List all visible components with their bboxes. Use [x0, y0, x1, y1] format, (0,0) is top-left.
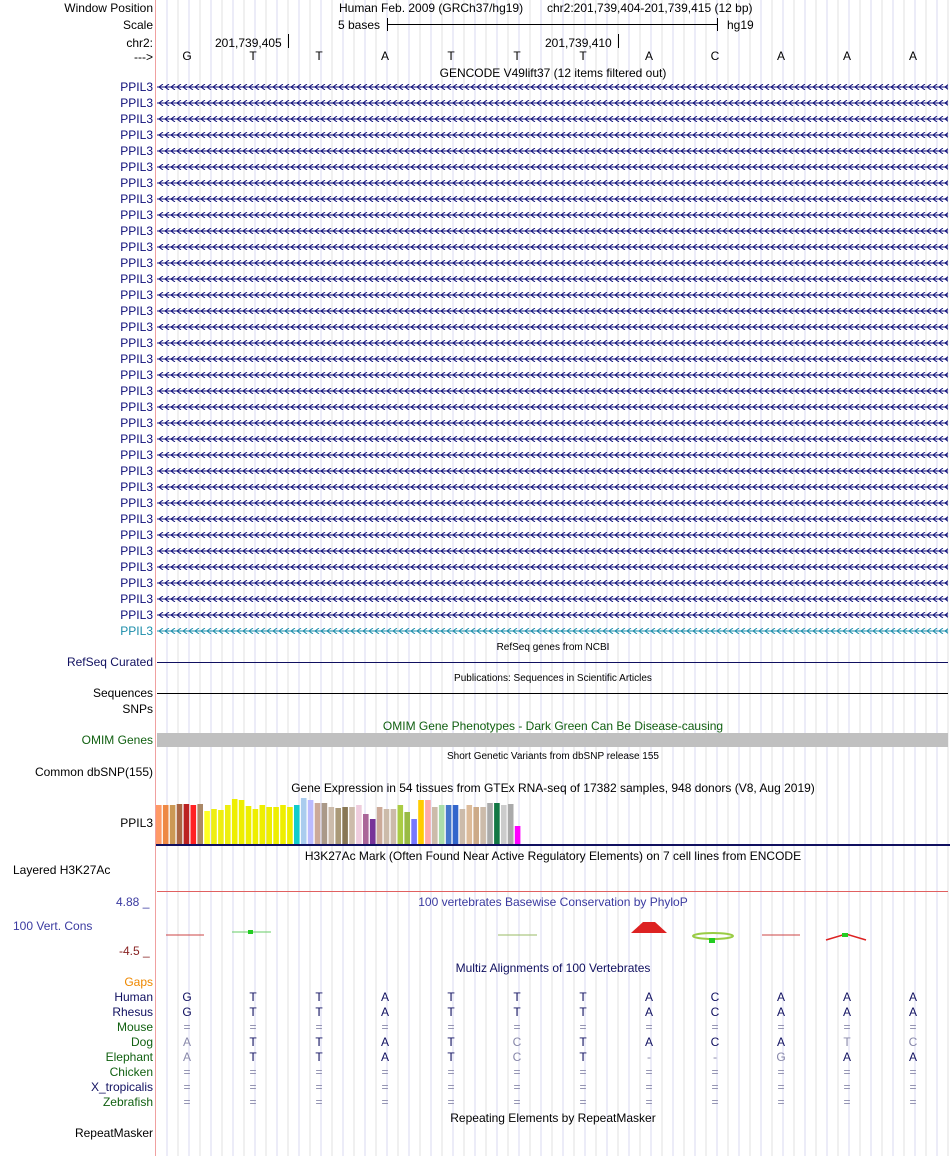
alignment-base: =	[843, 1065, 851, 1079]
alignment-base: A	[380, 990, 389, 1004]
gtex-tissue-bar	[356, 805, 362, 844]
gtex-tissue-bar	[287, 807, 293, 844]
omim-label[interactable]: OMIM Genes	[81, 733, 153, 747]
phylop-mark	[248, 930, 253, 934]
gencode-transcript-line[interactable]	[157, 628, 948, 634]
alignment-base: T	[315, 990, 323, 1004]
coord-tick-2	[618, 34, 619, 48]
dbsnp-label[interactable]: Common dbSNP(155)	[34, 765, 153, 779]
gtex-tissue-bar	[398, 805, 404, 844]
gencode-row-label[interactable]: PPIL3	[120, 608, 153, 622]
alignment-base: T	[249, 1035, 257, 1049]
alignment-base: G	[182, 1005, 192, 1019]
alignment-base: =	[315, 1020, 323, 1034]
gencode-transcript-line[interactable]	[157, 276, 948, 282]
gtex-tissue-bar	[467, 805, 473, 844]
alignment-base: =	[447, 1095, 455, 1109]
alignment-base: =	[909, 1080, 917, 1094]
gtex-tissue-bar	[501, 805, 507, 844]
species-label[interactable]: Human	[114, 990, 153, 1004]
alignment-base: T	[249, 990, 257, 1004]
gencode-row-label[interactable]: PPIL3	[120, 576, 153, 590]
gencode-row-label[interactable]: PPIL3	[120, 272, 153, 286]
gencode-row-label[interactable]: PPIL3	[120, 512, 153, 526]
gtex-tissue-bar	[342, 807, 348, 844]
scale-bar-right-tick	[717, 18, 718, 31]
alignment-base: C	[512, 1035, 522, 1049]
label-separator	[155, 0, 156, 1156]
gencode-transcript-line[interactable]	[157, 196, 948, 202]
gtex-title[interactable]: Gene Expression in 54 tissues from GTEx RNA-seq of 17382 samples, 948 donors (V8, Aug 2019)	[291, 781, 815, 795]
gtex-tissue-bar	[391, 809, 397, 844]
snps-label[interactable]: SNPs	[122, 702, 153, 716]
gtex-tissue-bar	[294, 805, 300, 844]
alignment-base: A	[908, 1005, 917, 1019]
base-letter: G	[182, 49, 192, 63]
gtex-tissue-bar	[191, 805, 197, 844]
alignment-base: A	[182, 1035, 191, 1049]
phylop-title[interactable]: 100 vertebrates Basewise Conservation by PhyloP	[418, 895, 688, 909]
gencode-transcript-line[interactable]	[157, 324, 948, 330]
gencode-row-label[interactable]: PPIL3	[120, 336, 153, 350]
alignment-base: =	[315, 1080, 323, 1094]
gencode-transcript-line[interactable]	[157, 436, 948, 442]
gtex-tissue-bar	[335, 808, 341, 844]
alignment-base: =	[513, 1065, 521, 1079]
gtex-tissue-bar	[411, 819, 417, 844]
gaps-label[interactable]: Gaps	[124, 975, 153, 989]
phylop-graph[interactable]	[156, 918, 950, 948]
alignment-base: =	[513, 1095, 521, 1109]
gencode-row-label[interactable]: PPIL3	[120, 544, 153, 558]
alignment-base: =	[315, 1065, 323, 1079]
gtex-tissue-bar	[184, 804, 190, 844]
chrom-label: chr2:	[126, 36, 153, 50]
base-letter: A	[776, 49, 785, 63]
alignment-base: =	[183, 1020, 191, 1034]
gencode-row-label[interactable]: PPIL3	[120, 448, 153, 462]
refseq-label[interactable]: RefSeq Curated	[66, 655, 153, 669]
gtex-tissue-bar	[329, 807, 335, 844]
gencode-transcript-line[interactable]	[157, 308, 948, 314]
gencode-transcript-line[interactable]	[157, 548, 948, 554]
gtex-tissue-bar	[322, 803, 328, 844]
alignment-base: =	[909, 1095, 917, 1109]
alignment-base: C	[908, 1035, 918, 1049]
alignment-base: A	[908, 990, 917, 1004]
gtex-tissue-bar	[204, 811, 210, 844]
alignment-base: A	[776, 1005, 785, 1019]
gtex-tissue-bar	[308, 800, 314, 844]
gencode-row-label[interactable]: PPIL3	[120, 288, 153, 302]
alignment-base: =	[843, 1095, 851, 1109]
alignment-base: =	[579, 1065, 587, 1079]
gtex-tissue-bar	[211, 809, 217, 844]
alignment-base: =	[777, 1065, 785, 1079]
alignment-base: =	[843, 1020, 851, 1034]
gencode-row-label[interactable]: PPIL3	[120, 96, 153, 110]
base-letter: A	[380, 49, 389, 63]
gencode-transcript-line[interactable]	[157, 372, 948, 378]
gencode-row-label[interactable]: PPIL3	[120, 80, 153, 94]
gtex-tissue-bar	[453, 805, 459, 844]
refseq-title[interactable]: RefSeq genes from NCBI	[496, 642, 610, 653]
gtex-tissue-bar	[260, 805, 266, 844]
gencode-row-label[interactable]: PPIL3	[120, 176, 153, 190]
base-letter: A	[908, 49, 917, 63]
base-letter: A	[842, 49, 851, 63]
species-label[interactable]: Zebrafish	[102, 1095, 153, 1109]
coord-label-2: 201,739,410	[545, 36, 612, 50]
gencode-row-label[interactable]: PPIL3	[120, 560, 153, 574]
alignment-base: A	[380, 1005, 389, 1019]
alignment-base: =	[183, 1080, 191, 1094]
gencode-row-label[interactable]: PPIL3	[120, 240, 153, 254]
multiz-title[interactable]: Multiz Alignments of 100 Vertebrates	[455, 961, 651, 975]
gencode-transcript-line[interactable]	[157, 212, 948, 218]
alignment-base: =	[381, 1065, 389, 1079]
phylop-min-label: -4.5 _	[119, 944, 150, 958]
gencode-transcript-line[interactable]	[157, 404, 948, 410]
alignment-base: A	[182, 1050, 191, 1064]
gtex-tissue-bar	[301, 798, 307, 844]
h3k27ac-baseline	[157, 891, 948, 892]
scale-db: hg19	[727, 18, 754, 32]
alignment-base: A	[644, 1005, 653, 1019]
position-text: chr2:201,739,404-201,739,415 (12 bp)	[547, 1, 753, 15]
gtex-tissue-bar	[480, 807, 486, 844]
alignment-base: =	[381, 1095, 389, 1109]
gtex-tissue-bar	[246, 806, 252, 844]
dbsnp-title[interactable]: Short Genetic Variants from dbSNP release 155	[447, 751, 659, 762]
coord-label-1: 201,739,405	[215, 36, 282, 50]
gencode-row-label[interactable]: PPIL3	[120, 592, 153, 606]
alignment-base: A	[380, 1035, 389, 1049]
alignment-base: T	[249, 1005, 257, 1019]
gencode-row-label[interactable]: PPIL3	[120, 432, 153, 446]
phylop-max-label: 4.88 _	[116, 895, 150, 909]
gtex-tissue-bar	[460, 809, 466, 844]
alignment-base: =	[711, 1095, 719, 1109]
alignment-base: A	[908, 1050, 917, 1064]
alignment-base: =	[777, 1020, 785, 1034]
alignment-base: =	[513, 1020, 521, 1034]
species-label[interactable]: X_tropicalis	[90, 1080, 153, 1094]
alignment-base: =	[777, 1095, 785, 1109]
gtex-tissue-bar	[239, 800, 245, 844]
gencode-row-label[interactable]: PPIL3	[120, 128, 153, 142]
gtex-tissue-bar	[177, 804, 183, 844]
repeatmasker-title[interactable]: Repeating Elements by RepeatMasker	[450, 1111, 656, 1125]
gtex-tissue-bar	[280, 805, 286, 844]
alignment-base: =	[249, 1065, 257, 1079]
base-letter: T	[513, 49, 521, 63]
gencode-transcript-line[interactable]	[157, 468, 948, 474]
alignment-base: A	[776, 990, 785, 1004]
alignment-base: =	[183, 1065, 191, 1079]
gtex-tissue-bar	[370, 819, 376, 844]
alignment-base: T	[843, 1035, 851, 1049]
alignment-base: T	[315, 1035, 323, 1049]
alignment-base: =	[645, 1020, 653, 1034]
gtex-tissue-bar	[232, 799, 238, 844]
gencode-row-label[interactable]: PPIL3	[120, 368, 153, 382]
alignment-base: T	[579, 1035, 587, 1049]
gencode-row-label[interactable]: PPIL3	[120, 416, 153, 430]
alignment-base: =	[645, 1080, 653, 1094]
alignment-base: A	[644, 1035, 653, 1049]
gtex-tissue-bar	[425, 800, 431, 844]
gencode-transcript-line[interactable]	[157, 452, 948, 458]
gtex-tissue-bar	[253, 809, 259, 844]
gtex-tissue-bar	[170, 805, 176, 844]
alignment-base: =	[711, 1065, 719, 1079]
gencode-row-label[interactable]: PPIL3	[120, 384, 153, 398]
alignment-base: -	[713, 1050, 717, 1064]
publications-line[interactable]	[157, 693, 948, 694]
alignment-base: C	[710, 990, 720, 1004]
species-label[interactable]: Chicken	[109, 1065, 153, 1079]
alignment-base: =	[579, 1020, 587, 1034]
phylop-mark	[842, 933, 848, 937]
alignment-base: A	[842, 1050, 851, 1064]
alignment-base: =	[447, 1065, 455, 1079]
alignment-base: =	[381, 1020, 389, 1034]
gencode-transcript-line[interactable]	[157, 484, 948, 490]
alignment-base: =	[711, 1080, 719, 1094]
h3k27ac-title[interactable]: H3K27Ac Mark (Often Found Near Active Regulatory Elements) on 7 cell lines from ENCODE	[304, 849, 802, 863]
gtex-tissue-bar	[404, 812, 410, 844]
scale-value: 5 bases	[338, 18, 381, 32]
gtex-tissue-bar	[197, 804, 203, 844]
alignment-base: T	[579, 990, 587, 1004]
alignment-base: =	[579, 1095, 587, 1109]
gtex-tissue-bar	[508, 804, 514, 844]
alignment-base: T	[513, 990, 521, 1004]
gencode-row-label[interactable]: PPIL3	[120, 256, 153, 270]
scale-bar-left-tick	[387, 18, 388, 31]
species-label[interactable]: Elephant	[105, 1050, 153, 1064]
gtex-tissue-bar	[473, 807, 479, 844]
alignment-base: A	[842, 1005, 851, 1019]
gencode-row-label[interactable]: PPIL3	[120, 208, 153, 222]
gtex-tissue-bar	[494, 803, 500, 844]
gencode-row-label[interactable]: PPIL3	[120, 464, 153, 478]
omim-title[interactable]: OMIM Gene Phenotypes - Dark Green Can Be Disease-causing	[382, 719, 724, 733]
alignment-base: T	[249, 1050, 257, 1064]
gtex-tissue-bar	[349, 807, 355, 844]
alignment-base: =	[711, 1020, 719, 1034]
alignment-base: =	[381, 1080, 389, 1094]
gtex-tissue-bar	[363, 814, 369, 844]
gencode-transcript-line[interactable]	[157, 132, 948, 138]
gencode-transcript-line[interactable]	[157, 340, 948, 346]
base-letter: A	[644, 49, 653, 63]
alignment-base: T	[447, 990, 455, 1004]
gencode-row-label[interactable]: PPIL3	[120, 144, 153, 158]
gencode-transcript-line[interactable]	[157, 564, 948, 570]
alignment-base: T	[447, 1050, 455, 1064]
alignment-base: =	[777, 1080, 785, 1094]
h3k27ac-label[interactable]: Layered H3K27Ac	[13, 863, 111, 877]
alignment-base: G	[182, 990, 192, 1004]
gencode-row-label[interactable]: PPIL3	[120, 160, 153, 174]
gencode-row-label[interactable]: PPIL3	[120, 304, 153, 318]
alignment-base: T	[579, 1050, 587, 1064]
base-letter: T	[249, 49, 257, 63]
alignment-base: T	[315, 1005, 323, 1019]
alignment-base: =	[447, 1020, 455, 1034]
alignment-base: T	[447, 1035, 455, 1049]
gencode-transcript-line[interactable]	[157, 164, 948, 170]
gencode-row-label[interactable]: PPIL3	[120, 400, 153, 414]
gtex-tissue-bar	[487, 803, 493, 844]
gencode-transcript-line[interactable]	[157, 596, 948, 602]
gencode-transcript-line[interactable]	[157, 148, 948, 154]
alignment-base: =	[909, 1020, 917, 1034]
gencode-transcript-line[interactable]	[157, 260, 948, 266]
refseq-line[interactable]	[157, 662, 948, 663]
alignment-base: =	[249, 1020, 257, 1034]
alignment-base: T	[447, 1005, 455, 1019]
scale-label: Scale	[122, 18, 153, 32]
gtex-tissue-bar	[225, 805, 231, 844]
alignment-base: -	[647, 1050, 651, 1064]
scale-bar	[387, 24, 718, 25]
gtex-tissue-bar	[156, 805, 162, 844]
species-label[interactable]: Dog	[130, 1035, 153, 1049]
gencode-transcript-line[interactable]	[157, 244, 948, 250]
gencode-row-label[interactable]: PPIL3	[120, 528, 153, 542]
gtex-bar-chart[interactable]	[156, 797, 950, 846]
alignment-base: A	[776, 1035, 785, 1049]
strand-arrow: --->	[134, 50, 153, 64]
gencode-row-label[interactable]: PPIL3	[120, 480, 153, 494]
publications-title[interactable]: Publications: Sequences in Scientific Articles	[454, 673, 652, 684]
gtex-tissue-bar	[273, 807, 279, 844]
alignment-base: T	[513, 1005, 521, 1019]
alignment-base: =	[843, 1080, 851, 1094]
omim-bar[interactable]	[157, 733, 948, 747]
gencode-transcript-line[interactable]	[157, 100, 948, 106]
alignment-base: G	[776, 1050, 786, 1064]
gencode-transcript-line[interactable]	[157, 388, 948, 394]
gencode-transcript-line[interactable]	[157, 612, 948, 618]
gtex-tissue-bar	[377, 807, 383, 844]
gencode-transcript-line[interactable]	[157, 292, 948, 298]
alignment-base: =	[909, 1065, 917, 1079]
assembly-text: Human Feb. 2009 (GRCh37/hg19)	[339, 1, 524, 15]
base-letter: T	[447, 49, 455, 63]
gencode-title[interactable]: GENCODE V49lift37 (12 items filtered out)	[439, 66, 667, 80]
gencode-transcript-line[interactable]	[157, 516, 948, 522]
alignment-base: =	[249, 1095, 257, 1109]
alignment-base: T	[579, 1005, 587, 1019]
alignment-base: C	[512, 1050, 522, 1064]
base-letter: T	[579, 49, 587, 63]
gtex-label[interactable]: PPIL3	[120, 816, 153, 830]
alignment-base: A	[842, 990, 851, 1004]
gtex-tissue-bar	[266, 807, 272, 844]
gtex-tissue-bar	[446, 805, 452, 844]
gencode-transcript-line[interactable]	[157, 580, 948, 586]
base-letter: T	[315, 49, 323, 63]
species-label[interactable]: Mouse	[116, 1020, 153, 1034]
base-letter: C	[710, 49, 720, 63]
gencode-row-label[interactable]: PPIL3	[120, 224, 153, 238]
phylop-mark	[709, 938, 715, 943]
gencode-row-label[interactable]: PPIL3	[120, 320, 153, 334]
alignment-base: =	[645, 1095, 653, 1109]
alignment-base: =	[249, 1080, 257, 1094]
alignment-base: C	[710, 1005, 720, 1019]
gencode-row-label[interactable]: PPIL3	[120, 496, 153, 510]
alignment-base: =	[183, 1095, 191, 1109]
gtex-tissue-bar	[418, 800, 424, 844]
base-grid	[156, 0, 950, 1156]
gencode-row-label[interactable]: PPIL3	[120, 192, 153, 206]
alignment-base: =	[645, 1065, 653, 1079]
gencode-transcript-line[interactable]	[157, 420, 948, 426]
alignment-base: T	[315, 1050, 323, 1064]
alignment-base: =	[513, 1080, 521, 1094]
gencode-transcript-line[interactable]	[157, 532, 948, 538]
gtex-tissue-bar	[432, 807, 438, 844]
gencode-transcript-line[interactable]	[157, 180, 948, 186]
gtex-tissue-bar	[163, 805, 169, 844]
species-label[interactable]: Rhesus	[112, 1005, 153, 1019]
phylop-label[interactable]: 100 Vert. Cons	[13, 919, 93, 933]
coord-tick-1	[288, 34, 289, 48]
gencode-transcript-line[interactable]	[157, 356, 948, 362]
alignment-base: C	[710, 1035, 720, 1049]
gtex-tissue-bar	[315, 803, 321, 844]
gtex-tissue-bar	[384, 809, 390, 844]
alignment-base: A	[380, 1050, 389, 1064]
gencode-transcript-line[interactable]	[157, 228, 948, 234]
gencode-transcript-line[interactable]	[157, 116, 948, 122]
publications-label[interactable]: Sequences	[92, 686, 153, 700]
gencode-transcript-line[interactable]	[157, 500, 948, 506]
gencode-row-label[interactable]: PPIL3	[120, 624, 153, 638]
gtex-tissue-bar	[218, 810, 224, 844]
alignment-base: =	[315, 1095, 323, 1109]
gtex-tissue-bar	[515, 826, 521, 844]
alignment-base: A	[644, 990, 653, 1004]
alignment-base: =	[579, 1080, 587, 1094]
gencode-row-label[interactable]: PPIL3	[120, 112, 153, 126]
gtex-tissue-bar	[439, 805, 445, 844]
phylop-mark	[631, 922, 667, 933]
repeatmasker-label[interactable]: RepeatMasker	[74, 1126, 153, 1140]
gencode-row-label[interactable]: PPIL3	[120, 352, 153, 366]
gencode-transcript-line[interactable]	[157, 84, 948, 90]
alignment-base: =	[447, 1080, 455, 1094]
window-position-label: Window Position	[64, 1, 153, 15]
